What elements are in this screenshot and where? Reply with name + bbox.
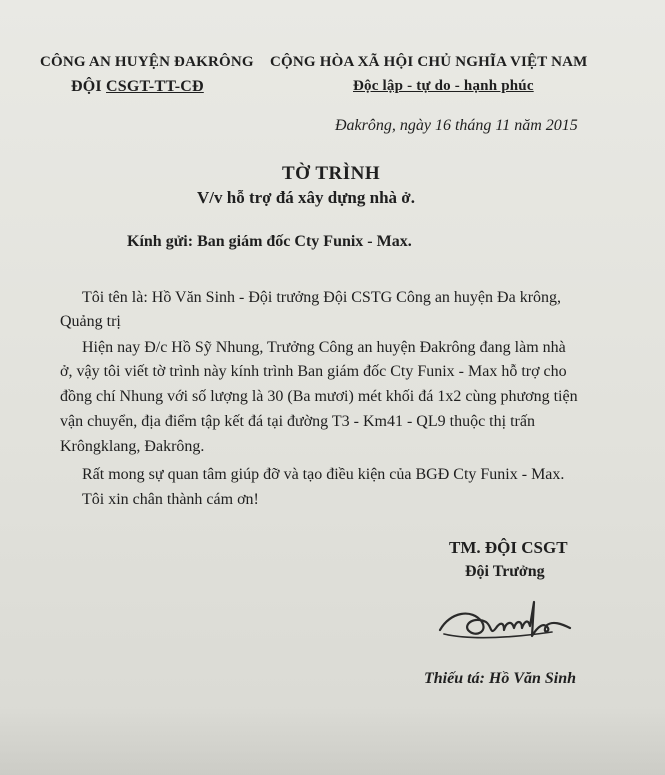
issuer-unit-code: CSGT-TT-CĐ	[106, 78, 204, 95]
body-line: Krôngklang, Đakrông.	[60, 438, 205, 455]
issuer-unit	[71, 78, 204, 96]
signer-name: Thiếu tá: Hồ Văn Sinh	[424, 670, 577, 687]
body-line: đồng chí Nhung với số lượng là 30 (Ba mươi) mét khối đá 1x2 cùng phương tiện	[60, 388, 578, 405]
document-subject: V/v hỗ trợ đá xây dựng nhà ở.	[197, 188, 415, 207]
issuer-agency: CÔNG AN HUYỆN ĐAKRÔNG	[40, 54, 254, 70]
page-bottom-shadow	[0, 708, 665, 775]
signature-role: Đội Trưởng	[465, 563, 545, 580]
body-line: Quảng trị	[60, 313, 121, 330]
national-motto: Độc lập - tự do - hạnh phúc	[353, 78, 534, 94]
body-line: vận chuyển, địa điểm tập kết đá tại đường T3 - Km41 - QL9 thuộc thị trấn	[60, 413, 535, 430]
body-line: Hiện nay Đ/c Hồ Sỹ Nhung, Trưởng Công an huyện Đakrông đang làm nhà	[82, 339, 566, 356]
body-line: Rất mong sự quan tâm giúp đỡ và tạo điều kiện của BGĐ Cty Funix - Max.	[82, 466, 565, 483]
signature-org: TM. ĐỘI CSGT	[449, 538, 568, 557]
handwritten-signature	[430, 592, 580, 652]
body-line: ở, vậy tôi viết tờ trình này kính trình Ban giám đốc Cty Funix - Max hỗ trợ cho	[60, 363, 567, 380]
document-date: Đakrông, ngày 16 tháng 11 năm 2015	[335, 117, 578, 134]
national-title: CỘNG HÒA XÃ HỘI CHỦ NGHĨA VIỆT NAM	[270, 54, 588, 70]
issuer-unit-prefix: ĐỘI	[71, 78, 107, 95]
body-line: Tôi xin chân thành cám ơn!	[82, 491, 259, 508]
recipient-line: Kính gửi: Ban giám đốc Cty Funix - Max.	[127, 233, 412, 250]
body-line: Tôi tên là: Hồ Văn Sinh - Đội trưởng Đội CSTG Công an huyện Đa krông,	[82, 289, 562, 306]
document-title: TỜ TRÌNH	[282, 163, 381, 184]
